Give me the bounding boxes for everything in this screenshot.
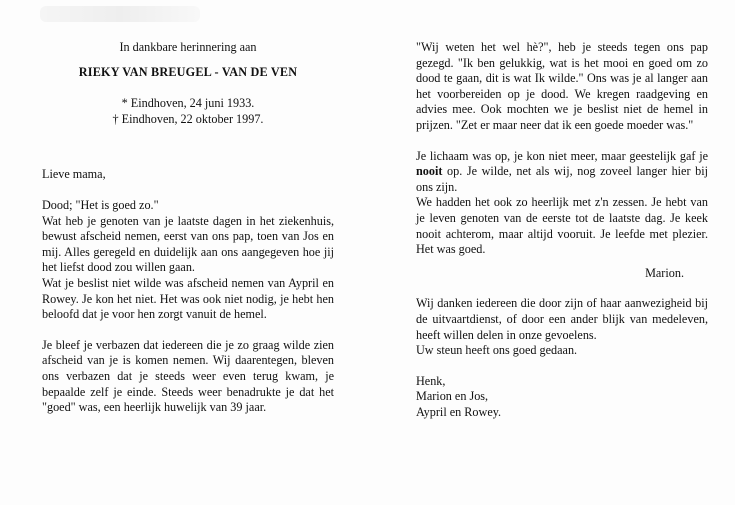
quote-line: Dood; "Het is goed zo." (42, 197, 159, 212)
spacer (416, 258, 708, 266)
family-member: Marion en Jos, (416, 389, 489, 404)
deceased-name: RIEKY VAN BREUGEL - VAN DE VEN (78, 64, 298, 79)
para2-start: Je lichaam was op, je kon niet meer, maar geestelijk gaf je (416, 148, 708, 163)
left-paragraph-1: Wat heb je genoten van je laatste dagen in het ziekenhuis, bewust afscheid nemen, eerst van ons pap, toen van Jos en mij. Alles geregeld en duidelijk aan ons aangegeven hoe jij het liefst dood zou willen gaan. (42, 213, 334, 275)
scan-smudge (40, 6, 200, 22)
spacer (416, 134, 708, 149)
thanks-text: Wij danken iedereen die door zijn of haar aanwezigheid bij de uitvaartdienst, of door een ander blijk van medeleven, heeft willen delen in onze gevoelens. (416, 296, 708, 342)
family-member: Henk, (416, 373, 446, 388)
birth-date: * Eindhoven, 24 juni 1933. (121, 96, 255, 111)
spacer (42, 127, 334, 167)
left-paragraph-2: Wat je beslist niet wilde was afscheid nemen van Aypril en Rowey. Je kon het niet. Het was ook niet nodig, je hebt hen beloofd dat je voor hen zorgt vanuit de hemel. (42, 275, 334, 322)
death-date: † Eindhoven, 22 oktober 1997. (112, 111, 264, 126)
para2-end: op. Je wilde, net als wij, nog zoveel langer hier bij ons zijn. (416, 164, 709, 194)
spacer (416, 359, 708, 374)
family-member: Aypril en Rowey. (416, 404, 502, 419)
intro-text: In dankbare herinnering aan (119, 40, 257, 54)
right-column (416, 40, 708, 420)
thanks-text-2: Uw steun heeft ons goed gedaan. (416, 343, 578, 358)
spacer (416, 281, 708, 296)
spacer (42, 323, 334, 338)
para2-emphasis: nooit (416, 164, 443, 179)
left-column (42, 40, 334, 416)
spacer (42, 183, 334, 198)
left-paragraph-3: Je bleef je verbazen dat iedereen die je zo graag wilde zien afscheid van je is komen nemen. Wij daarentegen, bleven ons verbazen dat je steeds weer even terug kwam, je bepaalde zelf je einde. Steeds weer benadrukte je dat het "goed" was, een heerlijk huwelijk van 39 jaar. (42, 337, 334, 415)
right-paragraph-2 (416, 149, 708, 196)
right-paragraph-3: We hadden het ook zo heerlijk met z'n zessen. Je hebt van je leven genoten van de eerste tot de laatste dag. Je keek nooit achterom, maar altijd vooruit. Je leefde met plezier. Het was goed. (416, 195, 708, 257)
salutation: Lieve mama, (42, 167, 106, 182)
signature: Marion. (645, 265, 684, 280)
right-paragraph-1: "Wij weten het wel hè?", heb je steeds tegen ons pap gezegd. "Ik ben gelukkig, wat is het mooi en goed om zo dood te gaan, dit is wat Ik wilde." Ons was je al langer aan het voorbereiden op je dood. We kregen raadgeving en advies mee. Ook mochten we je beslist niet de hemel in prijzen. "Zet er maar neer dat ik een goede moeder was." (416, 40, 708, 132)
